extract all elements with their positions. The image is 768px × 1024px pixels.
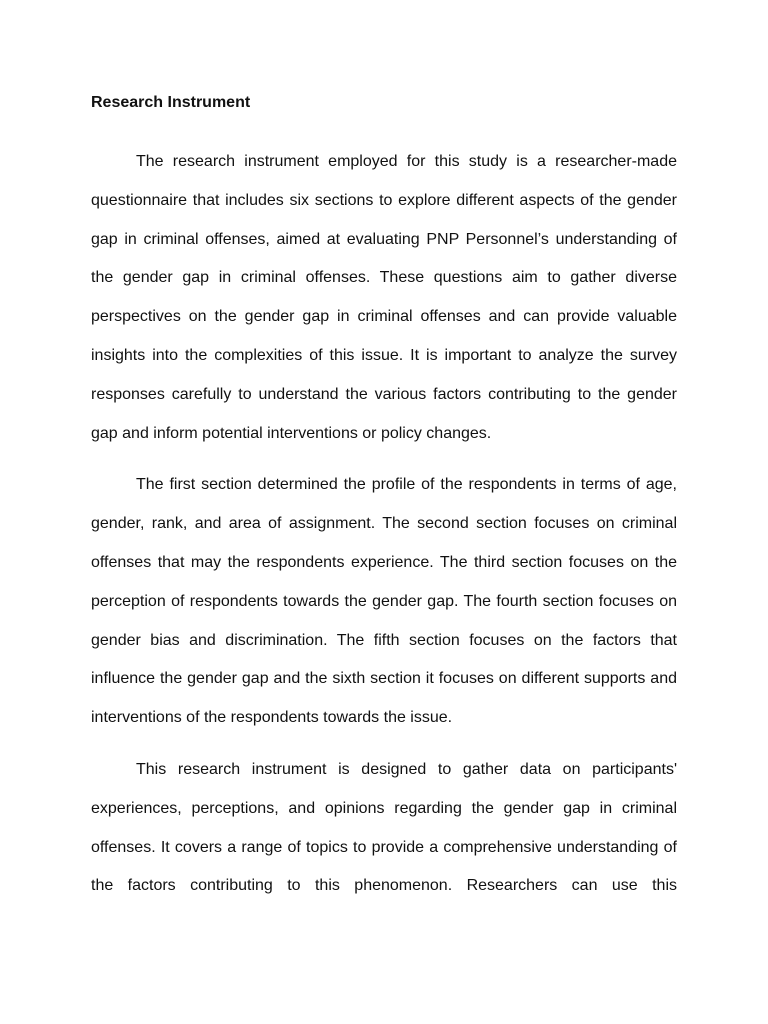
section-heading: Research Instrument bbox=[91, 94, 251, 111]
paragraph-3: This research instrument is designed to gather data on participants' experiences, perceptions, and opinions regarding the gender gap in criminal offenses. It covers a range of topics to provide a comprehensive understanding of the factors contributing to this phenomenon. Researchers can use this bbox=[91, 760, 677, 895]
paragraph-1: The research instrument employed for this study is a researcher-made questionnaire that includes six sections to explore different aspects of the gender gap in criminal offenses, aimed at evaluating PNP Personnel’s understanding of the gender gap in criminal offenses. These questions aim to gather diverse perspectives on the gender gap in criminal offenses and can provide valuable insights into the complexities of this issue. It is important to analyze the survey responses carefully to understand the various factors contributing to the gender gap and inform potential interventions or policy changes. bbox=[91, 153, 677, 442]
document-body bbox=[91, 92, 677, 919]
paragraph-2: The first section determined the profile of the respondents in terms of age, gender, rank, and area of assignment. The second section focuses on criminal offenses that may the respondents experience. The third section focuses on the perception of respondents towards the gender gap. The fourth section focuses on gender bias and discrimination. The fifth section focuses on the factors that influence the gender gap and the sixth section it focuses on different supports and interventions of the respondents towards the issue. bbox=[91, 476, 677, 727]
